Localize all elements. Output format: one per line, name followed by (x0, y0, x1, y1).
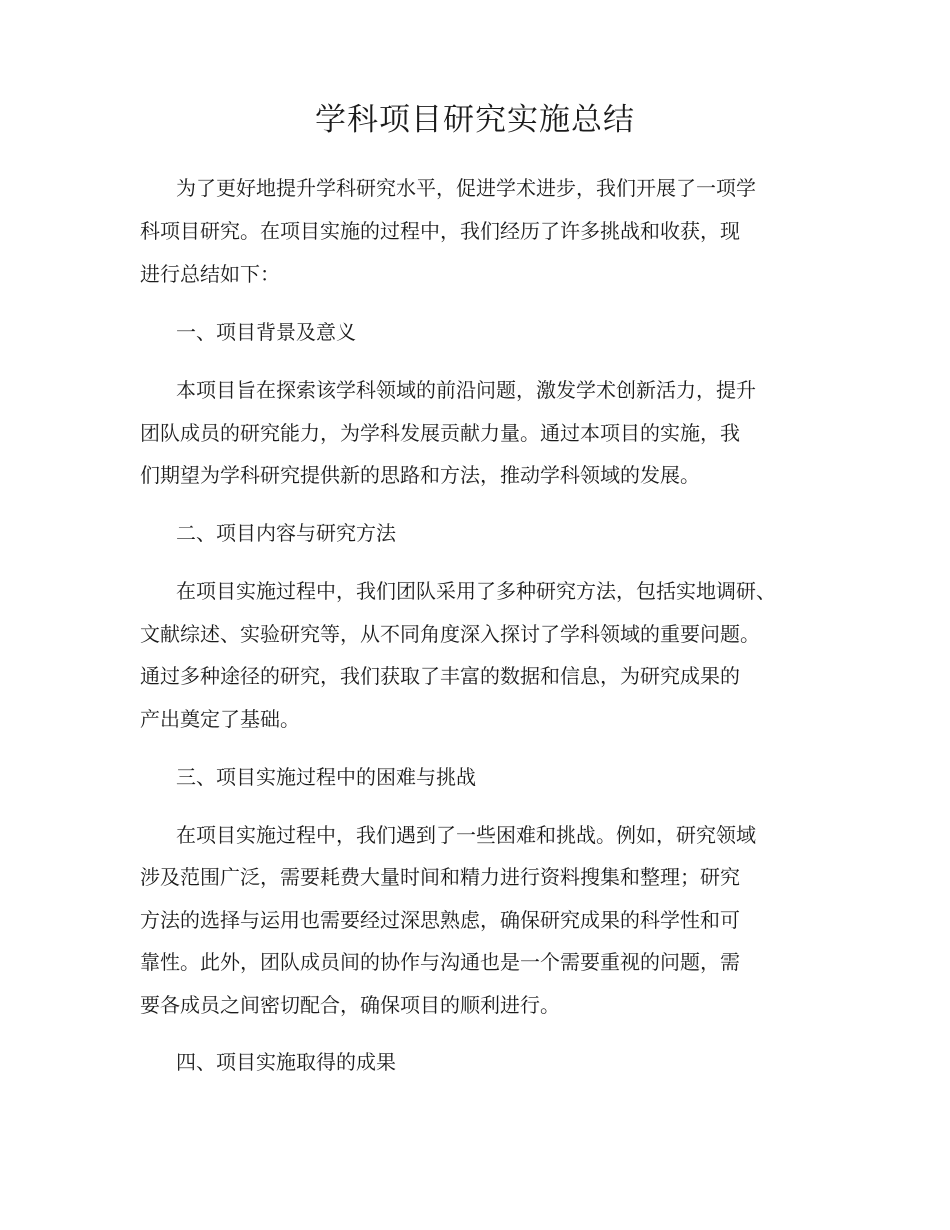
section-3-line-3: 方法的选择与运用也需要经过深思熟虑，确保研究成果的科学性和可 (140, 908, 740, 932)
section-heading-2: 二、项目内容与研究方法 (176, 521, 396, 545)
section-3-line-2: 涉及范围广泛，需要耗费大量时间和精力进行资料搜集和整理；研究 (140, 865, 740, 889)
section-3-line-1: 在项目实施过程中，我们遇到了一些困难和挑战。例如，研究领域 (176, 823, 756, 847)
section-1-line-3: 们期望为学科研究提供新的思路和方法，推动学科领域的发展。 (140, 463, 700, 487)
section-3-line-4: 靠性。此外，团队成员间的协作与沟通也是一个需要重视的问题，需 (140, 950, 740, 974)
section-1-line-2: 团队成员的研究能力，为学科发展贡献力量。通过本项目的实施，我 (140, 421, 740, 445)
section-2-line-2: 文献综述、实验研究等，从不同角度深入探讨了学科领域的重要问题。 (140, 622, 760, 646)
section-2-line-4: 产出奠定了基础。 (140, 707, 300, 731)
document-title: 学科项目研究实施总结 (315, 102, 635, 138)
section-1-line-1: 本项目旨在探索该学科领域的前沿问题，激发学术创新活力，提升 (176, 378, 756, 402)
intro-line-3: 进行总结如下： (140, 262, 280, 286)
section-2-line-1: 在项目实施过程中，我们团队采用了多种研究方法，包括实地调研、 (176, 579, 776, 603)
section-heading-3: 三、项目实施过程中的困难与挑战 (176, 765, 476, 789)
intro-line-1: 为了更好地提升学科研究水平，促进学术进步，我们开展了一项学 (176, 176, 756, 200)
section-2-line-3: 通过多种途径的研究，我们获取了丰富的数据和信息，为研究成果的 (140, 664, 740, 688)
section-3-line-5: 要各成员之间密切配合，确保项目的顺利进行。 (140, 993, 560, 1017)
section-heading-1: 一、项目背景及意义 (176, 320, 356, 344)
section-heading-4: 四、项目实施取得的成果 (176, 1050, 396, 1074)
intro-line-2: 科项目研究。在项目实施的过程中，我们经历了许多挑战和收获，现 (140, 219, 740, 243)
